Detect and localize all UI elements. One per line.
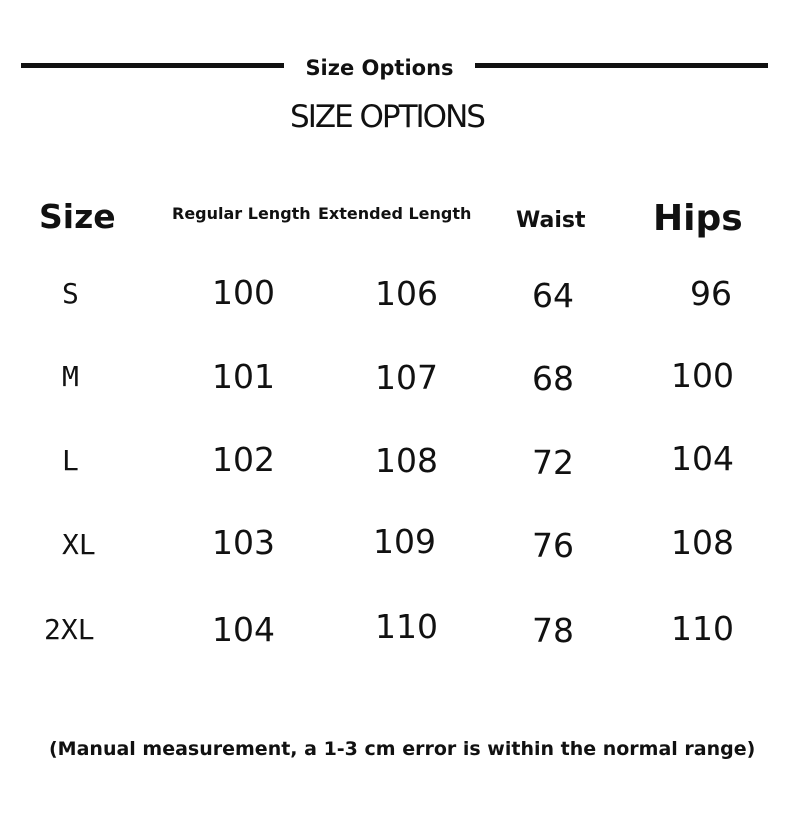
extended-length-cell: 106 xyxy=(375,274,438,313)
waist-cell: 78 xyxy=(532,611,574,650)
extended-length-cell: 109 xyxy=(373,522,436,561)
extended-length-cell: 110 xyxy=(375,607,438,646)
hips-cell: 104 xyxy=(671,439,734,478)
hips-cell: 100 xyxy=(671,356,734,395)
measurement-footnote: (Manual measurement, a 1-3 cm error is within the normal range) xyxy=(49,738,756,760)
header-rule-right xyxy=(475,63,768,68)
hips-cell: 108 xyxy=(671,523,734,562)
header-label: Size Options xyxy=(305,56,454,80)
column-header-waist: Waist xyxy=(516,208,586,233)
regular-length-cell: 104 xyxy=(212,610,275,649)
size-cell: M xyxy=(62,360,79,393)
page-title: SIZE OPTIONS xyxy=(290,99,484,135)
column-header-hips: Hips xyxy=(653,198,743,239)
size-cell: 2XL xyxy=(44,613,95,646)
waist-cell: 72 xyxy=(532,443,574,482)
size-cell: L xyxy=(62,444,79,477)
hips-cell: 110 xyxy=(671,609,734,648)
regular-length-cell: 100 xyxy=(212,273,275,312)
waist-cell: 76 xyxy=(532,526,574,565)
column-header-extended-length: Extended Length xyxy=(318,204,472,223)
regular-length-cell: 102 xyxy=(212,440,275,479)
extended-length-cell: 107 xyxy=(375,358,438,397)
waist-cell: 68 xyxy=(532,359,574,398)
regular-length-cell: 101 xyxy=(212,357,275,396)
column-header-regular-length: Regular Length xyxy=(172,204,311,223)
waist-cell: 64 xyxy=(532,276,574,315)
header-rule-left xyxy=(21,63,284,68)
column-header-size: Size xyxy=(39,197,116,236)
extended-length-cell: 108 xyxy=(375,441,438,480)
size-cell: XL xyxy=(62,528,96,561)
regular-length-cell: 103 xyxy=(212,523,275,562)
size-cell: S xyxy=(62,277,79,310)
hips-cell: 96 xyxy=(690,274,732,313)
